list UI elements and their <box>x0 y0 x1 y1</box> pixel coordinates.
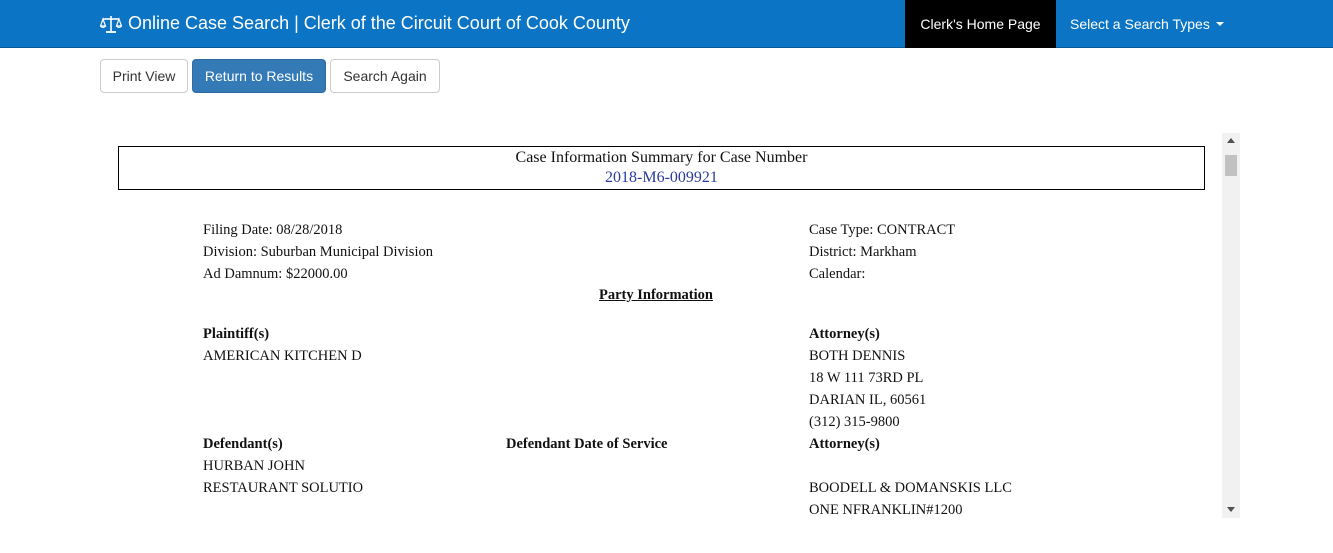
ad-damnum: Ad Damnum: $22000.00 <box>203 266 348 282</box>
search-again-button[interactable]: Search Again <box>330 59 440 93</box>
defendants-heading: Defendant(s) <box>203 436 283 452</box>
plaintiffs-heading: Plaintiff(s) <box>203 326 270 342</box>
case-number: 2018-M6-009921 <box>605 169 718 186</box>
date-of-service-heading: Defendant Date of Service <box>506 436 668 452</box>
return-to-results-button[interactable]: Return to Results <box>192 59 326 93</box>
scroll-down-arrow-icon[interactable] <box>1227 507 1235 512</box>
division: Division: Suburban Municipal Division <box>203 244 433 260</box>
case-type: Case Type: CONTRACT <box>809 222 956 238</box>
defendant-name: HURBAN JOHN <box>203 458 305 474</box>
plaintiff-attorney-name: BOTH DENNIS <box>809 348 906 364</box>
calendar: Calendar: <box>809 266 866 282</box>
scroll-up-arrow-icon[interactable] <box>1227 138 1235 143</box>
summary-title: Case Information Summary for Case Number <box>515 149 808 166</box>
plaintiff-attorney-city: DARIAN IL, 60561 <box>809 392 927 408</box>
plaintiff-attorney-address: 18 W 111 73RD PL <box>809 370 924 386</box>
scale-icon <box>100 14 122 34</box>
case-summary-document <box>100 133 1222 518</box>
plaintiff-attorney-phone: (312) 315-9800 <box>809 414 900 430</box>
vertical-scrollbar[interactable] <box>1222 133 1240 518</box>
district: District: Markham <box>809 244 917 260</box>
defendant-attorney-name: BOODELL & DOMANSKIS LLC <box>809 480 1012 496</box>
clerks-home-link[interactable]: Clerk's Home Page <box>905 0 1056 48</box>
case-summary-frame[interactable] <box>100 133 1240 518</box>
filing-date: Filing Date: 08/28/2018 <box>203 222 343 238</box>
plaintiff-attorney-heading: Attorney(s) <box>809 326 880 342</box>
brand-link[interactable] <box>100 0 630 47</box>
case-summary-header <box>118 146 1205 190</box>
site-title: Online Case Search | Clerk of the Circuit Court of Cook County <box>128 13 630 33</box>
plaintiff-name: AMERICAN KITCHEN D <box>203 348 362 364</box>
defendant-name: RESTAURANT SOLUTIO <box>203 480 364 496</box>
top-navbar <box>0 0 1333 48</box>
search-types-label: Select a Search Types <box>1070 16 1210 32</box>
defendant-attorney-address: ONE NFRANKLIN#1200 <box>809 502 963 518</box>
defendant-attorney-heading: Attorney(s) <box>809 436 880 452</box>
caret-down-icon <box>1216 22 1224 26</box>
party-information-heading: Party Information <box>599 287 713 303</box>
search-types-dropdown[interactable] <box>1070 0 1224 48</box>
scrollbar-thumb[interactable] <box>1225 155 1237 176</box>
print-view-button[interactable]: Print View <box>100 59 188 93</box>
